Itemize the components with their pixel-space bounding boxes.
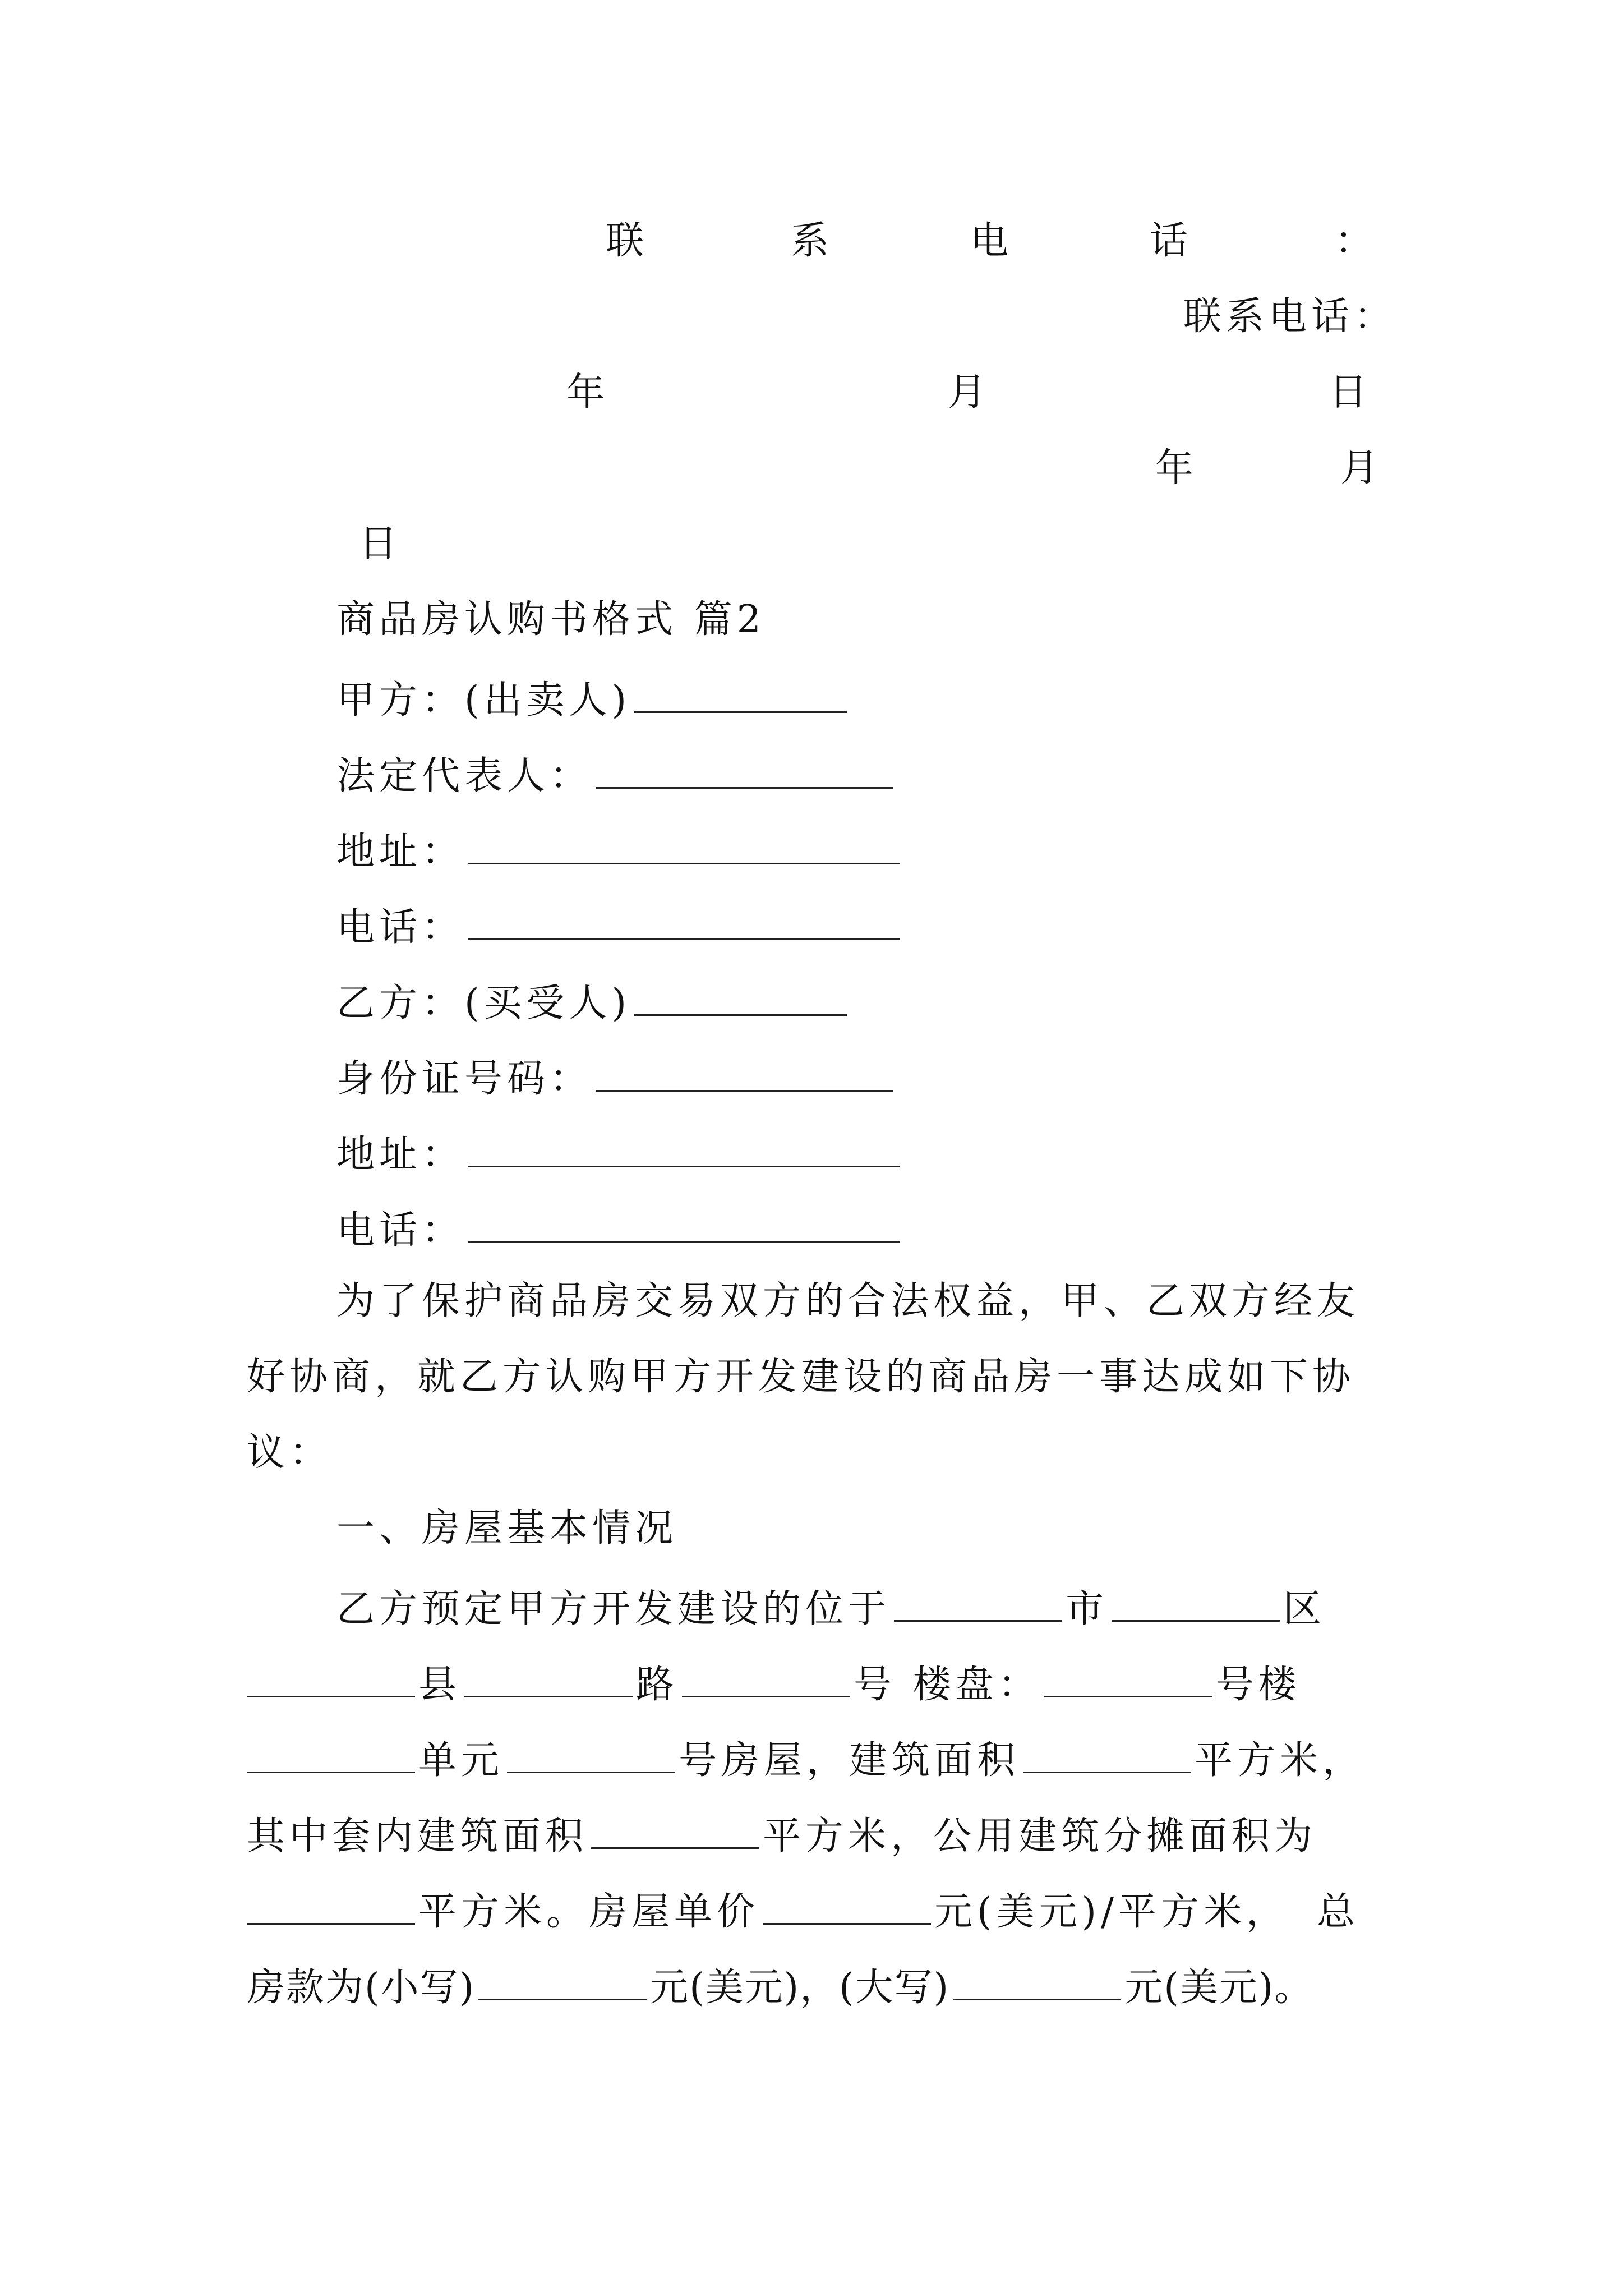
- clause-text: 单元: [418, 1738, 504, 1783]
- spaced-char: ：: [1335, 219, 1373, 263]
- legal-rep-line: [336, 743, 896, 804]
- fill-blank[interactable]: [1044, 1652, 1212, 1697]
- clause-text: 号 楼盘：: [854, 1663, 1041, 1707]
- clause-text: 平方米，: [1195, 1738, 1366, 1783]
- clause-text: 房款为(小写): [247, 1966, 476, 2010]
- fill-blank[interactable]: [464, 1652, 633, 1697]
- clause-text: 号房屋，建筑面积: [679, 1738, 1020, 1783]
- fill-blank[interactable]: [247, 1728, 415, 1773]
- phone-label: 电话：: [336, 1208, 465, 1253]
- clause-text-line: [247, 1879, 1359, 1940]
- date-line-right: [1155, 440, 1378, 496]
- fill-blank[interactable]: [247, 1879, 415, 1925]
- contact-phone-right: 联系电话：: [1183, 295, 1397, 339]
- clause-text: 乙方预定甲方开发建设的位于: [336, 1587, 891, 1631]
- contact-phone-spaced: [606, 213, 1373, 269]
- phone-blank-b[interactable]: [468, 1198, 900, 1243]
- party-b-blank[interactable]: [634, 970, 847, 1016]
- clause-text: 元(美元)。: [1124, 1966, 1314, 2010]
- legal-rep-label: 法定代表人：: [336, 754, 593, 798]
- address-blank-b[interactable]: [468, 1122, 900, 1167]
- party-b-label: 乙方：(买受人): [336, 981, 631, 1025]
- clause-text: 路: [636, 1663, 679, 1707]
- clause-text: 区: [1283, 1587, 1326, 1631]
- clause-text: 市: [1066, 1587, 1109, 1631]
- phone-line-a: [336, 895, 903, 956]
- date-month: 月: [948, 370, 986, 415]
- id-number-line: [336, 1046, 896, 1107]
- fill-blank[interactable]: [507, 1728, 675, 1773]
- date-month: 月: [1340, 446, 1379, 490]
- address-line-b: [336, 1122, 903, 1183]
- clause-text: 元(美元)，(大写): [650, 1966, 950, 2010]
- clause-text: 平方米。房屋单价: [418, 1890, 760, 1934]
- fill-blank[interactable]: [247, 1652, 415, 1697]
- intro-paragraph-line: 好协商，就乙方认购甲方开发建设的商品房一事达成如下协: [247, 1355, 1355, 1399]
- clause-text: 号楼: [1215, 1663, 1301, 1707]
- fill-blank[interactable]: [682, 1652, 850, 1697]
- clause-text: 县: [418, 1663, 462, 1707]
- address-label: 地址：: [336, 830, 465, 874]
- fill-blank[interactable]: [953, 1955, 1121, 2000]
- date-line-spaced: [566, 365, 1367, 421]
- clause-text: 总: [1317, 1890, 1360, 1934]
- intro-paragraph-line: 为了保护商品房交易双方的合法权益，甲、乙双方经友: [336, 1279, 1360, 1323]
- intro-paragraph-line: 议：: [247, 1430, 333, 1475]
- fill-blank[interactable]: [1112, 1576, 1280, 1622]
- party-b-line: [336, 970, 851, 1032]
- clause-text-line: [247, 1652, 1301, 1713]
- fill-blank[interactable]: [478, 1955, 647, 2000]
- address-blank-a[interactable]: [468, 819, 900, 864]
- clause-text-line: [336, 1576, 1326, 1637]
- address-label: 地址：: [336, 1133, 465, 1177]
- clause-title: 一、房屋基本情况: [336, 1506, 678, 1550]
- fill-blank[interactable]: [894, 1576, 1062, 1622]
- clause-text: 平方米，公用建筑分摊面积为: [763, 1814, 1317, 1858]
- clause-text: 其中套内建筑面积: [247, 1814, 588, 1858]
- phone-blank-a[interactable]: [468, 895, 900, 940]
- spaced-char: 电: [970, 219, 1009, 263]
- date-year: 年: [566, 370, 605, 415]
- clause-text: 元(美元)/平方米，: [934, 1890, 1289, 1934]
- fill-blank[interactable]: [763, 1879, 931, 1925]
- address-line-a: [336, 819, 903, 880]
- date-year: 年: [1155, 446, 1194, 490]
- spaced-char: 话: [1150, 219, 1188, 263]
- party-a-line: [336, 668, 851, 729]
- fill-blank[interactable]: [591, 1803, 759, 1849]
- date-day: 日: [1329, 370, 1368, 415]
- clause-text-line: [247, 1955, 1313, 2016]
- party-a-blank[interactable]: [634, 668, 847, 713]
- id-number-label: 身份证号码：: [336, 1057, 593, 1101]
- spaced-char: 系: [791, 219, 829, 263]
- phone-line-b: [336, 1198, 903, 1259]
- legal-rep-blank[interactable]: [596, 743, 893, 789]
- party-a-label: 甲方：(出卖人): [336, 678, 631, 723]
- id-number-blank[interactable]: [596, 1046, 893, 1092]
- date-day-wrap: 日: [359, 522, 398, 566]
- fill-blank[interactable]: [1023, 1728, 1191, 1773]
- section-title: 商品房认购书格式 篇2: [336, 597, 766, 642]
- clause-text-line: [247, 1728, 1365, 1789]
- clause-text-line: [247, 1803, 1317, 1865]
- phone-label: 电话：: [336, 905, 465, 950]
- spaced-char: 联: [606, 219, 644, 263]
